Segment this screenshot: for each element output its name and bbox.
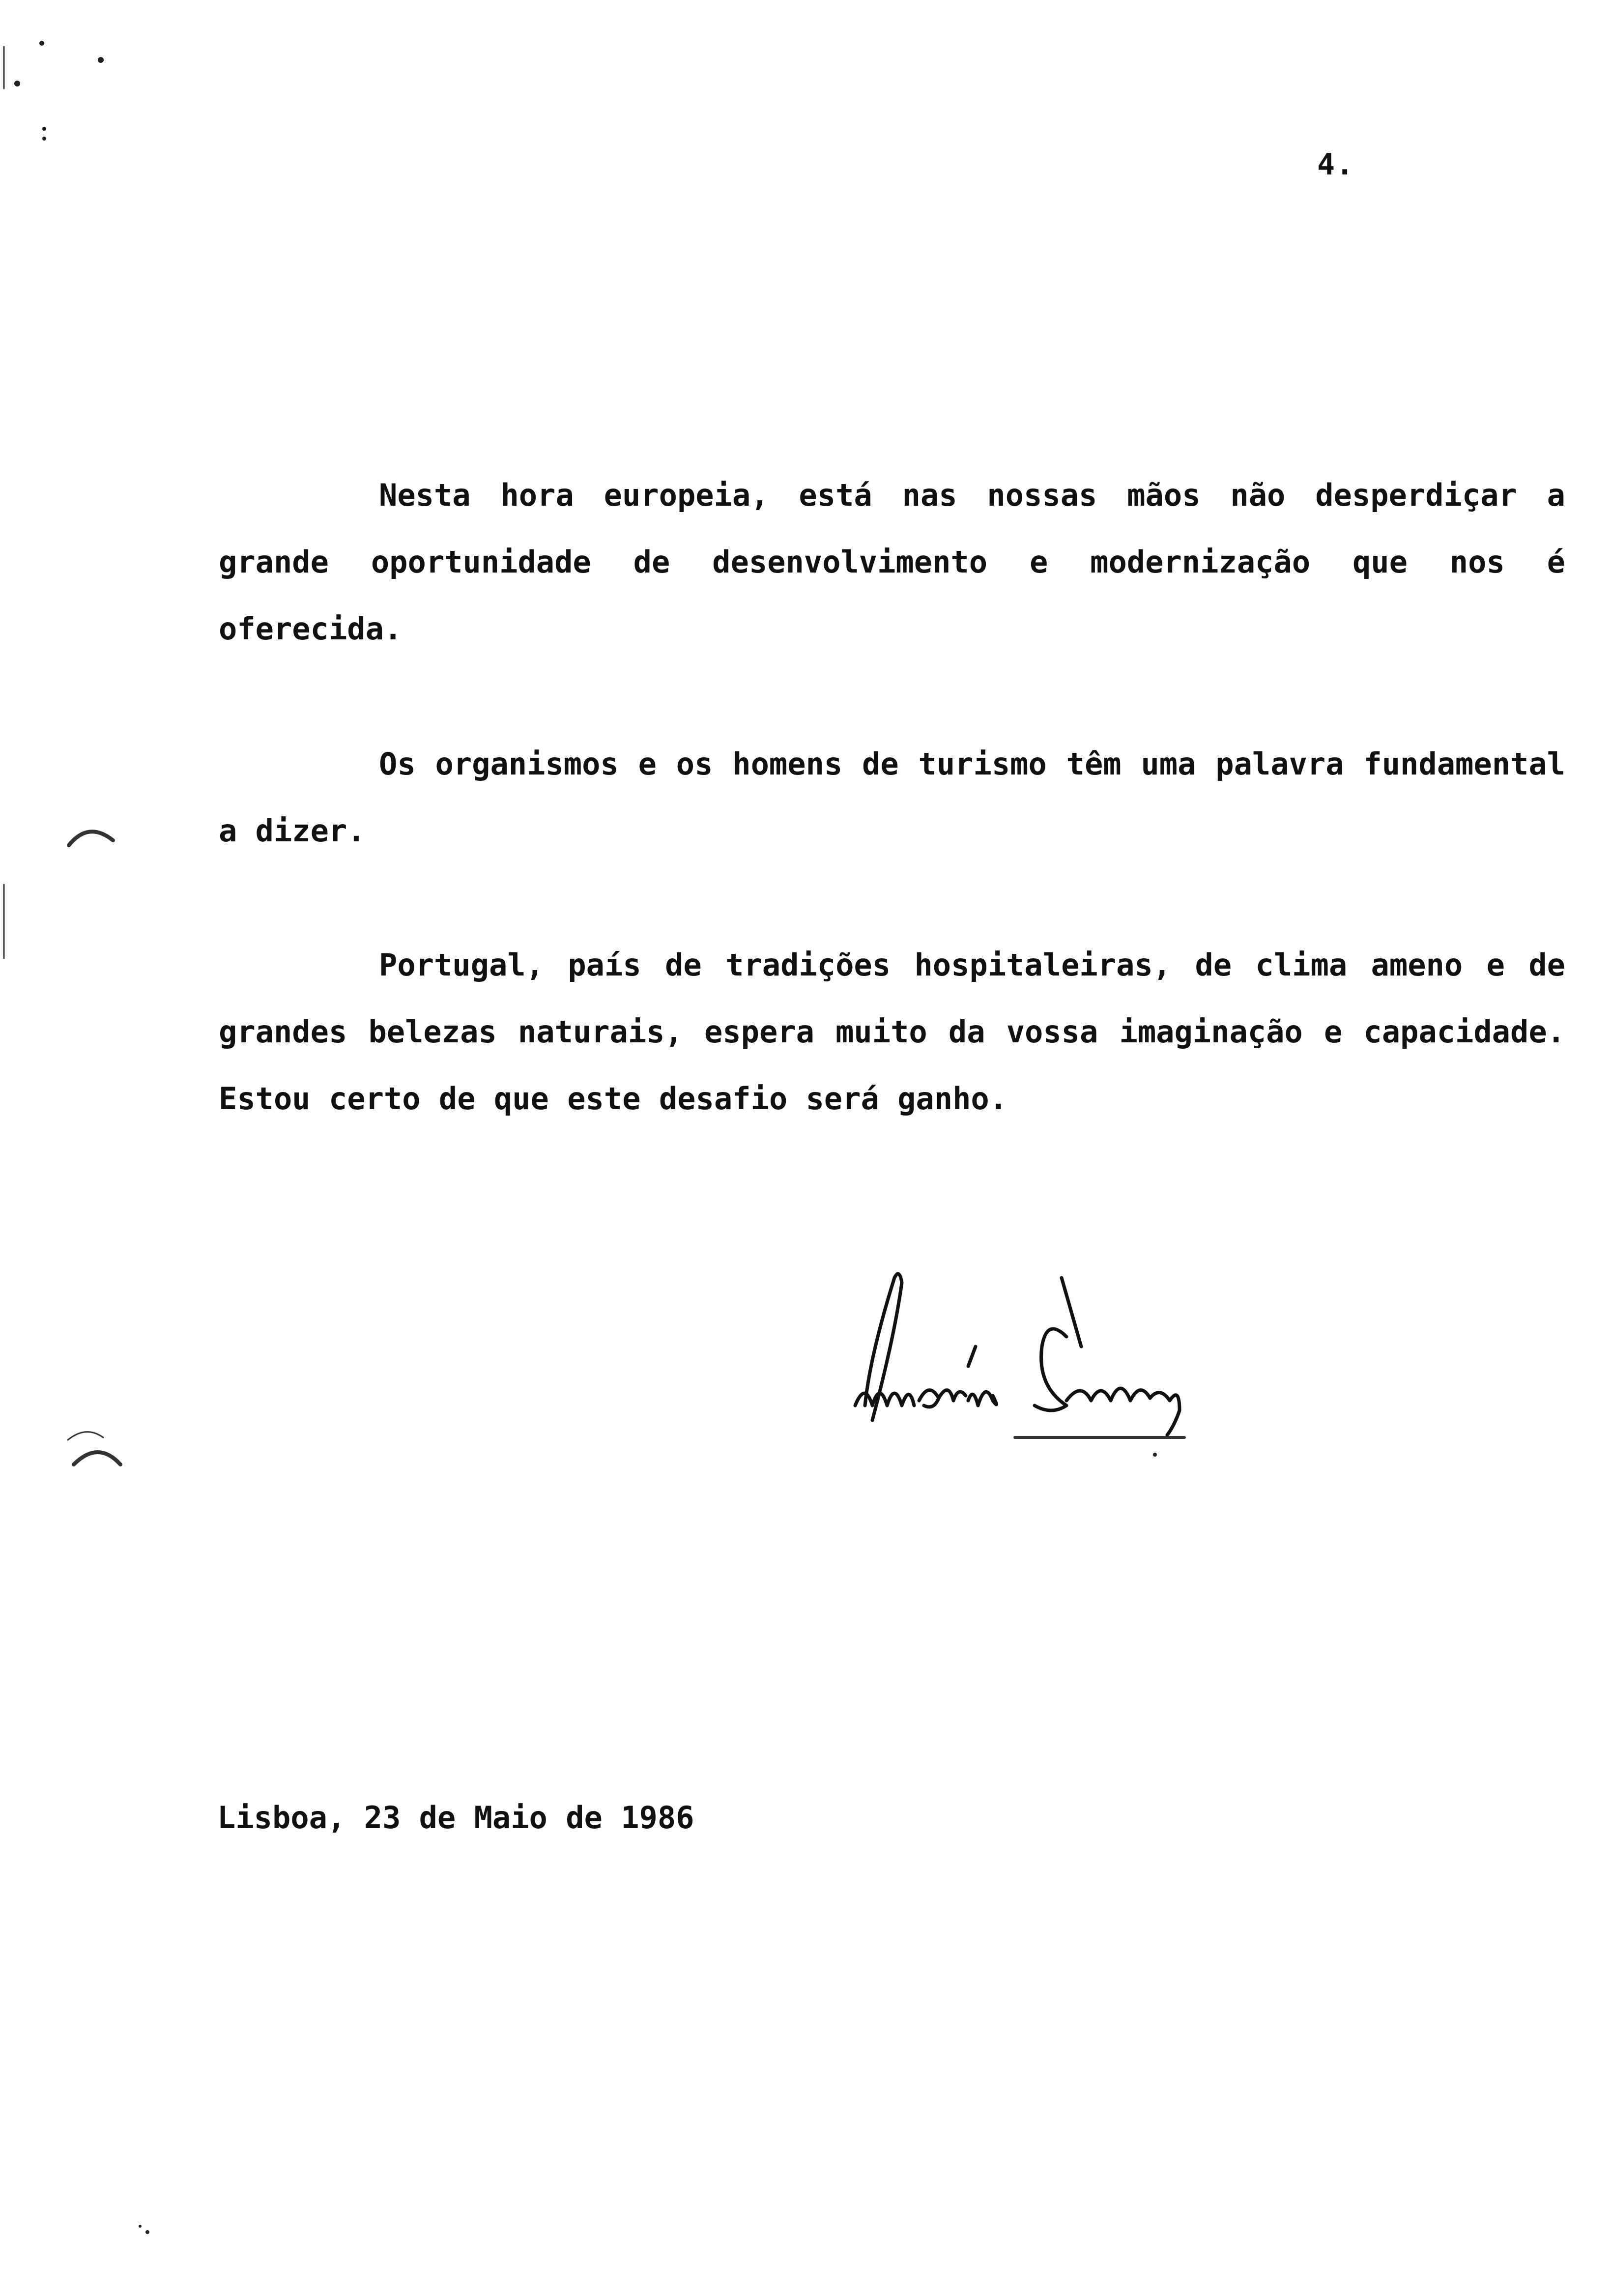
paragraph-1: Nesta hora europeia, está nas nossas mãos não desperdiçar a grande oportunidade de desenvolvimento e modernização que nos é oferecida. [219, 477, 1565, 647]
page-number: 4. [1317, 147, 1355, 182]
place-date: Lisboa, 23 de Maio de 1986 [217, 1800, 694, 1836]
signature [835, 1258, 1209, 1464]
paragraph-3: Portugal, país de tradições hospitaleiras, de clima ameno e de grandes belezas naturais, espera muito da vossa imaginação e capacidade. Estou certo de que este desafio será ganho. [219, 947, 1565, 1117]
paragraph-2: Os organismos e os homens de turismo têm uma palavra fundamental a dizer. [219, 746, 1565, 849]
